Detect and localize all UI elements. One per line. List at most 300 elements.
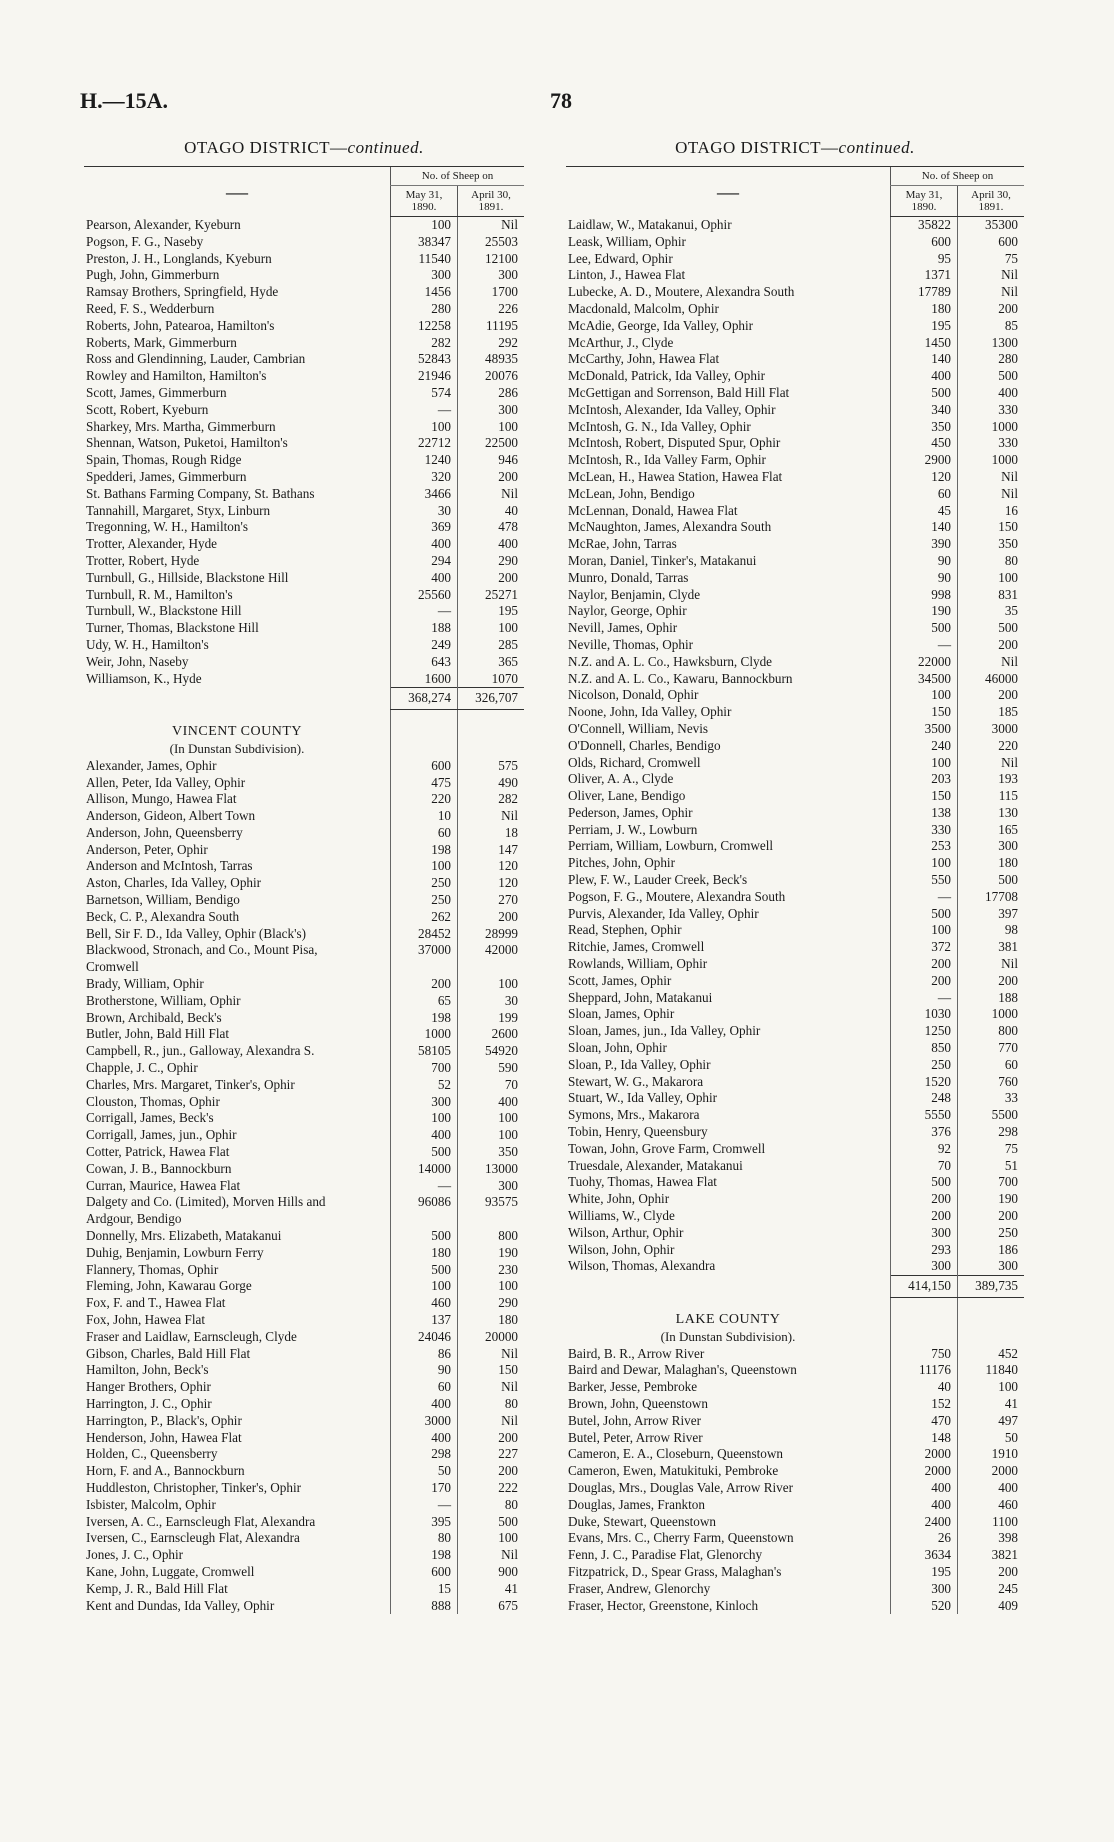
sheep-may-1890: 3000 bbox=[391, 1413, 458, 1430]
table-row bbox=[566, 1446, 1024, 1463]
sheep-april-1891: 80 bbox=[958, 553, 1025, 570]
table-row bbox=[84, 1278, 524, 1295]
holder-name: Anderson and McIntosh, Tarras bbox=[86, 858, 253, 874]
sheep-may-1890: 50 bbox=[391, 1463, 458, 1480]
holder-name: Fraser, Andrew, Glenorchy bbox=[568, 1580, 711, 1596]
table-row bbox=[566, 1258, 1024, 1275]
table-row bbox=[566, 1564, 1024, 1581]
holder-name: Turnbull, G., Hillside, Blackstone Hill bbox=[86, 569, 289, 585]
table-row bbox=[566, 939, 1024, 956]
table-row bbox=[84, 1346, 524, 1363]
sheep-april-1891: 290 bbox=[458, 1295, 525, 1312]
section-title: LAKE COUNTY bbox=[675, 1312, 781, 1327]
holder-name: Brady, William, Ophir bbox=[86, 976, 204, 992]
sheep-may-1890: 25560 bbox=[391, 587, 458, 604]
sheep-may-1890: 195 bbox=[891, 1564, 958, 1581]
holder-name: Harrington, J. C., Ophir bbox=[86, 1395, 212, 1411]
holder-name: N.Z. and A. L. Co., Kawaru, Bannockburn bbox=[568, 670, 793, 686]
table-row bbox=[566, 351, 1024, 368]
sheep-april-1891: 800 bbox=[458, 1228, 525, 1245]
table-row bbox=[84, 842, 524, 859]
table-row bbox=[84, 1379, 524, 1396]
holder-name: Plew, F. W., Lauder Creek, Beck's bbox=[568, 872, 748, 888]
sheep-may-1890: 520 bbox=[891, 1598, 958, 1615]
sheep-may-1890: 28452 bbox=[391, 926, 458, 943]
sheep-april-1891: 100 bbox=[458, 1127, 525, 1144]
sheep-may-1890: 298 bbox=[391, 1446, 458, 1463]
sheep-april-1891: 200 bbox=[458, 1463, 525, 1480]
sheep-may-1890: 330 bbox=[891, 822, 958, 839]
left-title-main: OTAGO DISTRICT— bbox=[184, 138, 348, 157]
table-row bbox=[566, 603, 1024, 620]
sheep-may-1890: 450 bbox=[891, 435, 958, 452]
table-row bbox=[84, 976, 524, 993]
sheep-may-1890: 294 bbox=[391, 553, 458, 570]
table-row bbox=[566, 1006, 1024, 1023]
sheep-april-1891: 1100 bbox=[958, 1514, 1025, 1531]
sheep-may-1890: 140 bbox=[891, 519, 958, 536]
sheep-april-1891: 452 bbox=[958, 1346, 1025, 1363]
holder-name: Neville, Thomas, Ophir bbox=[568, 636, 694, 652]
table-row bbox=[84, 637, 524, 654]
sheep-may-1890: 300 bbox=[891, 1225, 958, 1242]
sheep-april-1891: 230 bbox=[458, 1262, 525, 1279]
table-row bbox=[84, 301, 524, 318]
right-table-body bbox=[566, 217, 1024, 1276]
sheep-may-1890: 35822 bbox=[891, 217, 958, 234]
sheep-may-1890: 150 bbox=[891, 704, 958, 721]
sheep-april-1891: 75 bbox=[958, 1141, 1025, 1158]
sheep-april-1891: Nil bbox=[458, 486, 525, 503]
sheep-may-1890: 52 bbox=[391, 1077, 458, 1094]
sheep-april-1891: 500 bbox=[458, 1514, 525, 1531]
table-row bbox=[84, 469, 524, 486]
sheep-may-1890: 52843 bbox=[391, 351, 458, 368]
table-row bbox=[566, 654, 1024, 671]
sheep-may-1890: 240 bbox=[891, 738, 958, 755]
sheep-april-1891: 292 bbox=[458, 335, 525, 352]
table-row bbox=[566, 1547, 1024, 1564]
table-row bbox=[84, 1178, 524, 1195]
holder-name: Trotter, Alexander, Hyde bbox=[86, 536, 218, 552]
sheep-april-1891: 222 bbox=[458, 1480, 525, 1497]
sheep-april-1891: 150 bbox=[458, 1362, 525, 1379]
sheep-april-1891: Nil bbox=[458, 1346, 525, 1363]
sheep-april-1891: 300 bbox=[458, 402, 525, 419]
table-row bbox=[84, 251, 524, 268]
page-header bbox=[80, 88, 1030, 118]
sheep-may-1890: 120 bbox=[891, 469, 958, 486]
sheep-april-1891: 100 bbox=[458, 1110, 525, 1127]
sheep-may-1890: 850 bbox=[891, 1040, 958, 1057]
sheep-april-1891: 290 bbox=[458, 553, 525, 570]
holder-name: Jones, J. C., Ophir bbox=[86, 1547, 184, 1563]
sheep-may-1890: 400 bbox=[391, 1430, 458, 1447]
sheep-count-group-header: No. of Sheep on bbox=[891, 167, 1025, 186]
sheep-may-1890: 3634 bbox=[891, 1547, 958, 1564]
holder-name: Holden, C., Queensberry bbox=[86, 1446, 218, 1462]
sheep-april-1891: 250 bbox=[958, 1225, 1025, 1242]
holder-name: Naylor, Benjamin, Clyde bbox=[568, 586, 701, 602]
sheep-may-1890: 550 bbox=[891, 872, 958, 889]
sheep-may-1890: 1371 bbox=[891, 267, 958, 284]
sheep-april-1891: 350 bbox=[458, 1144, 525, 1161]
table-row bbox=[566, 1379, 1024, 1396]
table-row bbox=[84, 620, 524, 637]
sheep-may-1890: 369 bbox=[391, 519, 458, 536]
sheep-may-1890: 998 bbox=[891, 587, 958, 604]
holder-name: McIntosh, R., Ida Valley Farm, Ophir bbox=[568, 452, 766, 468]
sheep-may-1890: 400 bbox=[891, 1480, 958, 1497]
sheep-april-1891: 300 bbox=[458, 267, 525, 284]
table-row bbox=[84, 1094, 524, 1111]
table-row bbox=[566, 1074, 1024, 1091]
table-row bbox=[566, 486, 1024, 503]
table-row bbox=[566, 1023, 1024, 1040]
table-row bbox=[84, 1329, 524, 1346]
sheep-may-1890: 180 bbox=[391, 1245, 458, 1262]
sheep-may-1890: — bbox=[391, 1497, 458, 1514]
table-row bbox=[84, 926, 524, 943]
sheep-may-1890: 140 bbox=[891, 351, 958, 368]
table-row bbox=[566, 1598, 1024, 1615]
holder-name: McCarthy, John, Hawea Flat bbox=[568, 351, 720, 367]
sheep-may-1890: 200 bbox=[391, 976, 458, 993]
holder-name: Roberts, John, Patearoa, Hamilton's bbox=[86, 317, 275, 333]
sheep-april-1891: 18 bbox=[458, 825, 525, 842]
table-row bbox=[84, 486, 524, 503]
sheep-may-1890: 400 bbox=[391, 570, 458, 587]
sheep-may-1890: — bbox=[391, 402, 458, 419]
sheep-may-1890: — bbox=[391, 603, 458, 620]
sheep-may-1890: 180 bbox=[891, 301, 958, 318]
holder-name: Cameron, Ewen, Matukituki, Pembroke bbox=[568, 1463, 779, 1479]
holder-name: Moran, Daniel, Tinker's, Matakanui bbox=[568, 552, 757, 568]
table-row bbox=[566, 1124, 1024, 1141]
sheep-may-1890: 395 bbox=[391, 1514, 458, 1531]
sheep-may-1890: 95 bbox=[891, 251, 958, 268]
table-row bbox=[84, 808, 524, 825]
sheep-may-1890: 1000 bbox=[391, 1026, 458, 1043]
table-row bbox=[566, 1090, 1024, 1107]
sheep-may-1890: 40 bbox=[891, 1379, 958, 1396]
holder-name: Sloan, James, Ophir bbox=[568, 1006, 675, 1022]
table-row bbox=[566, 1362, 1024, 1379]
holder-name: Anderson, Gideon, Albert Town bbox=[86, 808, 256, 824]
sheep-may-1890: 100 bbox=[391, 1278, 458, 1295]
table-row bbox=[84, 1413, 524, 1430]
table-row bbox=[84, 419, 524, 436]
table-row bbox=[84, 1530, 524, 1547]
table-row bbox=[566, 503, 1024, 520]
holder-name: Bell, Sir F. D., Ida Valley, Ophir (Black's) bbox=[86, 925, 306, 941]
sheep-april-1891: 675 bbox=[458, 1598, 525, 1615]
holder-name: McLean, John, Bendigo bbox=[568, 485, 695, 501]
sheep-april-1891: 188 bbox=[958, 990, 1025, 1007]
table-row bbox=[566, 217, 1024, 234]
holder-name: Brown, Archibald, Beck's bbox=[86, 1009, 222, 1025]
sheep-may-1890: 600 bbox=[391, 758, 458, 775]
holder-name: Barnetson, William, Bendigo bbox=[86, 892, 240, 908]
table-row bbox=[84, 1514, 524, 1531]
holder-name: Stewart, W. G., Makarora bbox=[568, 1073, 704, 1089]
sheep-may-1890: 92 bbox=[891, 1141, 958, 1158]
holder-name: McRae, John, Tarras bbox=[568, 536, 677, 552]
sheep-april-1891: 365 bbox=[458, 654, 525, 671]
sheep-april-1891: 25503 bbox=[458, 234, 525, 251]
holder-name: Kemp, J. R., Bald Hill Flat bbox=[86, 1580, 228, 1596]
sheep-april-1891: 75 bbox=[958, 251, 1025, 268]
sheep-may-1890: 2400 bbox=[891, 1514, 958, 1531]
holder-name: Ross and Glendinning, Lauder, Cambrian bbox=[86, 351, 306, 367]
table-row bbox=[566, 1463, 1024, 1480]
holder-name: Fox, F. and T., Hawea Flat bbox=[86, 1295, 226, 1311]
sheep-may-1890: 700 bbox=[391, 1060, 458, 1077]
holder-name: Henderson, John, Hawea Flat bbox=[86, 1429, 242, 1445]
holder-name: McDonald, Patrick, Ida Valley, Ophir bbox=[568, 368, 766, 384]
table-row bbox=[84, 284, 524, 301]
table-row bbox=[566, 318, 1024, 335]
holder-name: Tregonning, W. H., Hamilton's bbox=[86, 519, 248, 535]
sheep-april-1891: 100 bbox=[458, 419, 525, 436]
holder-name: Kane, John, Luggate, Cromwell bbox=[86, 1563, 255, 1579]
table-row bbox=[84, 1581, 524, 1598]
sheep-may-1890: 200 bbox=[891, 956, 958, 973]
table-row bbox=[566, 570, 1024, 587]
table-row bbox=[566, 620, 1024, 637]
table-row bbox=[84, 385, 524, 402]
table-row bbox=[566, 1040, 1024, 1057]
sheep-may-1890: 100 bbox=[891, 687, 958, 704]
holder-name: Laidlaw, W., Matakanui, Ophir bbox=[568, 216, 732, 232]
sheep-may-1890: 3500 bbox=[891, 721, 958, 738]
holder-name: Sheppard, John, Matakanui bbox=[568, 989, 713, 1005]
sheep-april-1891: 400 bbox=[458, 1094, 525, 1111]
table-row bbox=[566, 1242, 1024, 1259]
section-heading-row bbox=[566, 1306, 1024, 1329]
holder-name: McAdie, George, Ida Valley, Ophir bbox=[568, 317, 754, 333]
sheep-april-1891: 300 bbox=[958, 1258, 1025, 1275]
sheep-may-1890: 45 bbox=[891, 503, 958, 520]
table-row bbox=[84, 1480, 524, 1497]
table-row bbox=[84, 775, 524, 792]
sheep-may-1890: 475 bbox=[391, 775, 458, 792]
right-total bbox=[566, 1276, 1024, 1346]
sheep-may-1890: 100 bbox=[891, 855, 958, 872]
holder-name: Wilson, John, Ophir bbox=[568, 1241, 675, 1257]
sheep-april-1891: 200 bbox=[958, 1564, 1025, 1581]
sheep-april-1891: 300 bbox=[958, 838, 1025, 855]
sheep-may-1890: 1450 bbox=[891, 335, 958, 352]
table-row bbox=[566, 267, 1024, 284]
holder-name: Olds, Richard, Cromwell bbox=[568, 754, 701, 770]
sheep-may-1890: 58105 bbox=[391, 1043, 458, 1060]
sheep-may-1890: 1456 bbox=[391, 284, 458, 301]
holder-name: Williams, W., Clyde bbox=[568, 1208, 675, 1224]
sheep-april-1891: 120 bbox=[458, 858, 525, 875]
sheep-april-1891: 199 bbox=[458, 1010, 525, 1027]
holder-name: Allen, Peter, Ida Valley, Ophir bbox=[86, 774, 246, 790]
holder-name: Fraser and Laidlaw, Earnscleugh, Clyde bbox=[86, 1328, 297, 1344]
holder-name: Brotherstone, William, Ophir bbox=[86, 992, 241, 1008]
sheep-april-1891: 180 bbox=[458, 1312, 525, 1329]
sheep-may-1890: 22712 bbox=[391, 435, 458, 452]
sheep-april-1891: 150 bbox=[958, 519, 1025, 536]
table-row bbox=[84, 1060, 524, 1077]
sheep-april-1891: 120 bbox=[458, 875, 525, 892]
sheep-may-1890: 15 bbox=[391, 1581, 458, 1598]
table-row bbox=[566, 922, 1024, 939]
holder-name: Hamilton, John, Beck's bbox=[86, 1362, 209, 1378]
sheep-april-1891: 98 bbox=[958, 922, 1025, 939]
section-subtitle: (In Dunstan Subdivision). bbox=[169, 740, 305, 756]
holder-name: Read, Stephen, Ophir bbox=[568, 922, 682, 938]
holder-name: Spain, Thomas, Rough Ridge bbox=[86, 452, 242, 468]
sheep-may-1890 bbox=[391, 959, 458, 976]
sheep-april-1891: 13000 bbox=[458, 1161, 525, 1178]
sheep-may-1890: — bbox=[391, 1178, 458, 1195]
holder-name: Pogson, F. G., Naseby bbox=[86, 233, 204, 249]
table-row bbox=[84, 858, 524, 875]
table-row bbox=[566, 469, 1024, 486]
holder-name: Noone, John, Ida Valley, Ophir bbox=[568, 704, 732, 720]
sheep-april-1891: 41 bbox=[458, 1581, 525, 1598]
holder-name: Munro, Donald, Tarras bbox=[568, 569, 689, 585]
sheep-april-1891: 330 bbox=[958, 402, 1025, 419]
holder-name: Leask, William, Ophir bbox=[568, 233, 686, 249]
april-1891-header: April 30, 1891. bbox=[458, 186, 525, 217]
table-row bbox=[84, 603, 524, 620]
sheep-may-1890: 100 bbox=[891, 922, 958, 939]
sheep-may-1890: 150 bbox=[891, 788, 958, 805]
table-row bbox=[84, 1194, 524, 1211]
sheep-may-1890: 293 bbox=[891, 1242, 958, 1259]
sheep-april-1891: Nil bbox=[958, 469, 1025, 486]
holder-name: O'Donnell, Charles, Bendigo bbox=[568, 737, 721, 753]
sheep-may-1890: 300 bbox=[891, 1258, 958, 1275]
holder-name: Pugh, John, Gimmerburn bbox=[86, 267, 220, 283]
table-row bbox=[566, 637, 1024, 654]
holder-name: Naylor, George, Ophir bbox=[568, 603, 687, 619]
sheep-april-1891: 200 bbox=[458, 570, 525, 587]
sheep-april-1891: 25271 bbox=[458, 587, 525, 604]
holder-name: Turner, Thomas, Blackstone Hill bbox=[86, 620, 259, 636]
sheep-may-1890: 248 bbox=[891, 1090, 958, 1107]
holder-name: Donnelly, Mrs. Elizabeth, Matakanui bbox=[86, 1228, 282, 1244]
table-row bbox=[84, 368, 524, 385]
holder-name: Spedderi, James, Gimmerburn bbox=[86, 468, 247, 484]
sheep-april-1891: 1700 bbox=[458, 284, 525, 301]
table-row bbox=[84, 536, 524, 553]
total-may-1890: 414,150 bbox=[891, 1276, 958, 1298]
holder-name: Sloan, John, Ophir bbox=[568, 1040, 667, 1056]
sheep-may-1890: 2000 bbox=[891, 1463, 958, 1480]
holder-name: Baird and Dewar, Malaghan's, Queenstown bbox=[568, 1362, 797, 1378]
sheep-april-1891: 50 bbox=[958, 1430, 1025, 1447]
page-number: 78 bbox=[550, 88, 572, 113]
holder-name: Blackwood, Stronach, and Co., Mount Pisa, bbox=[86, 942, 318, 958]
holder-name: Truesdale, Alexander, Matakanui bbox=[568, 1157, 743, 1173]
sheep-may-1890: 250 bbox=[391, 875, 458, 892]
sheep-april-1891: 180 bbox=[958, 855, 1025, 872]
right-column bbox=[566, 138, 1024, 1614]
sheep-april-1891: 54920 bbox=[458, 1043, 525, 1060]
right-title-italic: continued. bbox=[838, 138, 915, 157]
sheep-may-1890: 300 bbox=[391, 267, 458, 284]
table-row bbox=[84, 234, 524, 251]
sheep-april-1891: 115 bbox=[958, 788, 1025, 805]
sheep-april-1891: 100 bbox=[958, 1379, 1025, 1396]
table-row bbox=[84, 993, 524, 1010]
table-row bbox=[84, 791, 524, 808]
holder-name: Charles, Mrs. Margaret, Tinker's, Ophir bbox=[86, 1076, 295, 1092]
table-row bbox=[84, 671, 524, 688]
holder-name: Tobin, Henry, Queensbury bbox=[568, 1124, 708, 1140]
holder-name: Horn, F. and A., Bannockburn bbox=[86, 1463, 245, 1479]
holder-name: Isbister, Malcolm, Ophir bbox=[86, 1496, 216, 1512]
sheep-may-1890: 282 bbox=[391, 335, 458, 352]
sheep-april-1891: 298 bbox=[958, 1124, 1025, 1141]
table-row bbox=[566, 536, 1024, 553]
table-row bbox=[566, 1480, 1024, 1497]
holder-name: Aston, Charles, Ida Valley, Ophir bbox=[86, 875, 262, 891]
sheep-may-1890: 3466 bbox=[391, 486, 458, 503]
sheep-may-1890: 14000 bbox=[391, 1161, 458, 1178]
table-row bbox=[84, 1144, 524, 1161]
sheep-april-1891: 800 bbox=[958, 1023, 1025, 1040]
sheep-may-1890: 17789 bbox=[891, 284, 958, 301]
holder-name: Nicolson, Donald, Ophir bbox=[568, 687, 699, 703]
may-1890-header: May 31, 1890. bbox=[391, 186, 458, 217]
table-row bbox=[566, 704, 1024, 721]
holder-name: Butel, John, Arrow River bbox=[568, 1412, 701, 1428]
sheep-april-1891: 193 bbox=[958, 771, 1025, 788]
table-row bbox=[84, 892, 524, 909]
table-row bbox=[566, 587, 1024, 604]
holder-name: Cameron, E. A., Closeburn, Queenstown bbox=[568, 1446, 783, 1462]
table-row bbox=[566, 721, 1024, 738]
sheep-may-1890: 5550 bbox=[891, 1107, 958, 1124]
sheep-may-1890: 148 bbox=[891, 1430, 958, 1447]
holder-name: McNaughton, James, Alexandra South bbox=[568, 519, 772, 535]
total-april-1891: 389,735 bbox=[958, 1276, 1025, 1298]
sheep-april-1891: 20076 bbox=[458, 368, 525, 385]
sheep-may-1890: — bbox=[891, 637, 958, 654]
table-row bbox=[84, 335, 524, 352]
sheep-may-1890: 138 bbox=[891, 805, 958, 822]
holder-name: Nevill, James, Ophir bbox=[568, 620, 678, 636]
sheep-april-1891: 600 bbox=[958, 234, 1025, 251]
sheep-may-1890: 203 bbox=[891, 771, 958, 788]
table-row bbox=[566, 838, 1024, 855]
sheep-april-1891: 200 bbox=[458, 1430, 525, 1447]
holder-name: Preston, J. H., Longlands, Kyeburn bbox=[86, 250, 272, 266]
holder-name: Cotter, Patrick, Hawea Flat bbox=[86, 1144, 230, 1160]
holder-name: Corrigall, James, Beck's bbox=[86, 1110, 214, 1126]
table-row bbox=[566, 1225, 1024, 1242]
sheep-april-1891: 3821 bbox=[958, 1547, 1025, 1564]
table-row bbox=[566, 771, 1024, 788]
table-row bbox=[566, 1430, 1024, 1447]
table-row bbox=[84, 217, 524, 234]
section-subheading-row bbox=[566, 1329, 1024, 1346]
table-row bbox=[84, 587, 524, 604]
holder-name: Iversen, C., Earnscleugh Flat, Alexandra bbox=[86, 1530, 300, 1546]
name-column-header: — bbox=[84, 167, 391, 217]
table-row bbox=[566, 1158, 1024, 1175]
sheep-april-1891: 35 bbox=[958, 603, 1025, 620]
table-row bbox=[84, 570, 524, 587]
